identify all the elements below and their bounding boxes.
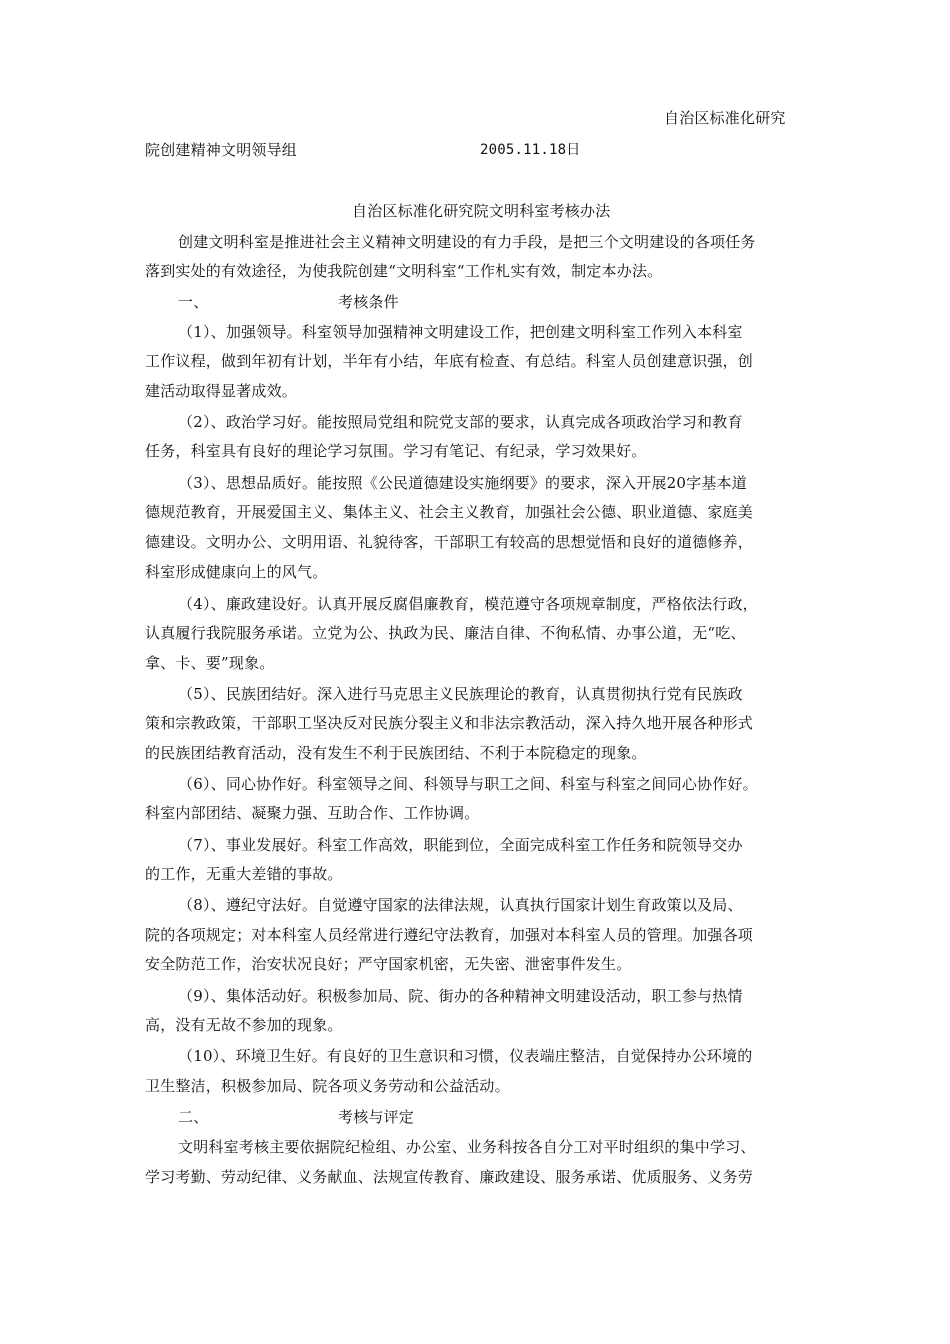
section-2-number: 二、 bbox=[178, 1108, 209, 1126]
item-8-line-3: 安全防范工作，治安状况良好；严守国家机密，无失密、泄密事件发生。 bbox=[145, 955, 632, 973]
item-8-line-2: 院的各项规定；对本科室人员经常进行遵纪守法教育，加强对本科室人员的管理。加强各项 bbox=[145, 926, 754, 944]
item-6-line-1: （6）、同心协作好。科室领导之间、科领导与职工之间、科室与科室之间同心协作好。 bbox=[178, 775, 758, 793]
item-4-line-2: 认真履行我院服务承诺。立党为公、执政为民、廉洁自律、不徇私情、办事公道，无“吃、 bbox=[145, 624, 746, 642]
item-3-line-2: 德规范教育，开展爱国主义、集体主义、社会主义教育，加强社会公德、职业道德、家庭美 bbox=[145, 503, 754, 521]
intro-line-2: 落到实处的有效途径，为使我院创建“文明科室“工作札实有效，制定本办法。 bbox=[145, 262, 663, 280]
item-2-line-2: 任务，科室具有良好的理论学习氛围。学习有笔记、有纪录，学习效果好。 bbox=[145, 442, 647, 460]
item-7-line-2: 的工作，无重大差错的事故。 bbox=[145, 865, 343, 883]
header-date: 2005.11.18日 bbox=[480, 142, 581, 158]
item-2-line-1: （2）、政治学习好。能按照局党组和院党支部的要求，认真完成各项政治学习和教育 bbox=[178, 413, 743, 431]
closing-line-2: 学习考勤、劳动纪律、义务献血、法规宣传教育、廉政建设、服务承诺、优质服务、义务劳 bbox=[145, 1168, 754, 1186]
item-5-line-2: 策和宗教政策，干部职工坚决反对民族分裂主义和非法宗教活动，深入持久地开展各种形式 bbox=[145, 714, 754, 732]
closing-line-1: 文明科室考核主要依据院纪检组、办公室、业务科按各自分工对平时组织的集中学习、 bbox=[178, 1138, 756, 1156]
item-3-line-4: 科室形成健康向上的风气。 bbox=[145, 563, 328, 581]
item-3-line-3: 德建设。文明办公、文明用语、礼貌待客，干部职工有较高的思想觉悟和良好的道德修养， bbox=[145, 533, 754, 551]
item-5-line-1: （5）、民族团结好。深入进行马克思主义民族理论的教育，认真贯彻执行党有民族政 bbox=[178, 685, 743, 703]
item-10-line-2: 卫生整洁，积极参加局、院各项义务劳动和公益活动。 bbox=[145, 1077, 510, 1095]
section-1-number: 一、 bbox=[178, 293, 209, 311]
header-org-left: 院创建精神文明领导组 bbox=[145, 141, 298, 159]
item-5-line-3: 的民族团结教育活动，没有发生不利于民族团结、不利于本院稳定的现象。 bbox=[145, 744, 647, 762]
item-7-line-1: （7）、事业发展好。科室工作高效，职能到位，全面完成科室工作任务和院领导交办 bbox=[178, 836, 743, 854]
item-1-line-1: （1）、加强领导。科室领导加强精神文明建设工作，把创建文明科室工作列入本科室 bbox=[178, 323, 743, 341]
item-3-line-1: （3）、思想品质好。能按照《公民道德建设实施纲要》的要求，深入开展20字基本道 bbox=[178, 474, 747, 492]
item-6-line-2: 科室内部团结、凝聚力强、互助合作、工作协调。 bbox=[145, 804, 480, 822]
item-9-line-2: 高，没有无故不参加的现象。 bbox=[145, 1016, 343, 1034]
item-8-line-1: （8）、遵纪守法好。自觉遵守国家的法律法规，认真执行国家计划生育政策以及局、 bbox=[178, 896, 743, 914]
item-9-line-1: （9）、集体活动好。积极参加局、院、街办的各种精神文明建设活动，职工参与热情 bbox=[178, 987, 743, 1005]
header-org-right: 自治区标准化研究 bbox=[664, 109, 786, 127]
item-4-line-3: 拿、卡、要”现象。 bbox=[145, 654, 275, 672]
item-1-line-2: 工作议程，做到年初有计划，半年有小结，年底有检查、有总结。科室人员创建意识强，创 bbox=[145, 352, 754, 370]
item-10-line-1: （10）、环境卫生好。有良好的卫生意识和习惯，仪表端庄整洁，自觉保持办公环境的 bbox=[178, 1047, 753, 1065]
section-2-heading: 考核与评定 bbox=[338, 1108, 415, 1126]
item-1-line-3: 建活动取得显著成效。 bbox=[145, 382, 298, 400]
item-4-line-1: （4）、廉政建设好。认真开展反腐倡廉教育，模范遵守各项规章制度，严格依法行政， bbox=[178, 595, 758, 613]
section-1-heading: 考核条件 bbox=[338, 293, 399, 311]
intro-line-1: 创建文明科室是推进社会主义精神文明建设的有力手段，是把三个文明建设的各项任务 bbox=[178, 233, 756, 251]
document-title: 自治区标准化研究院文明科室考核办法 bbox=[352, 202, 611, 220]
